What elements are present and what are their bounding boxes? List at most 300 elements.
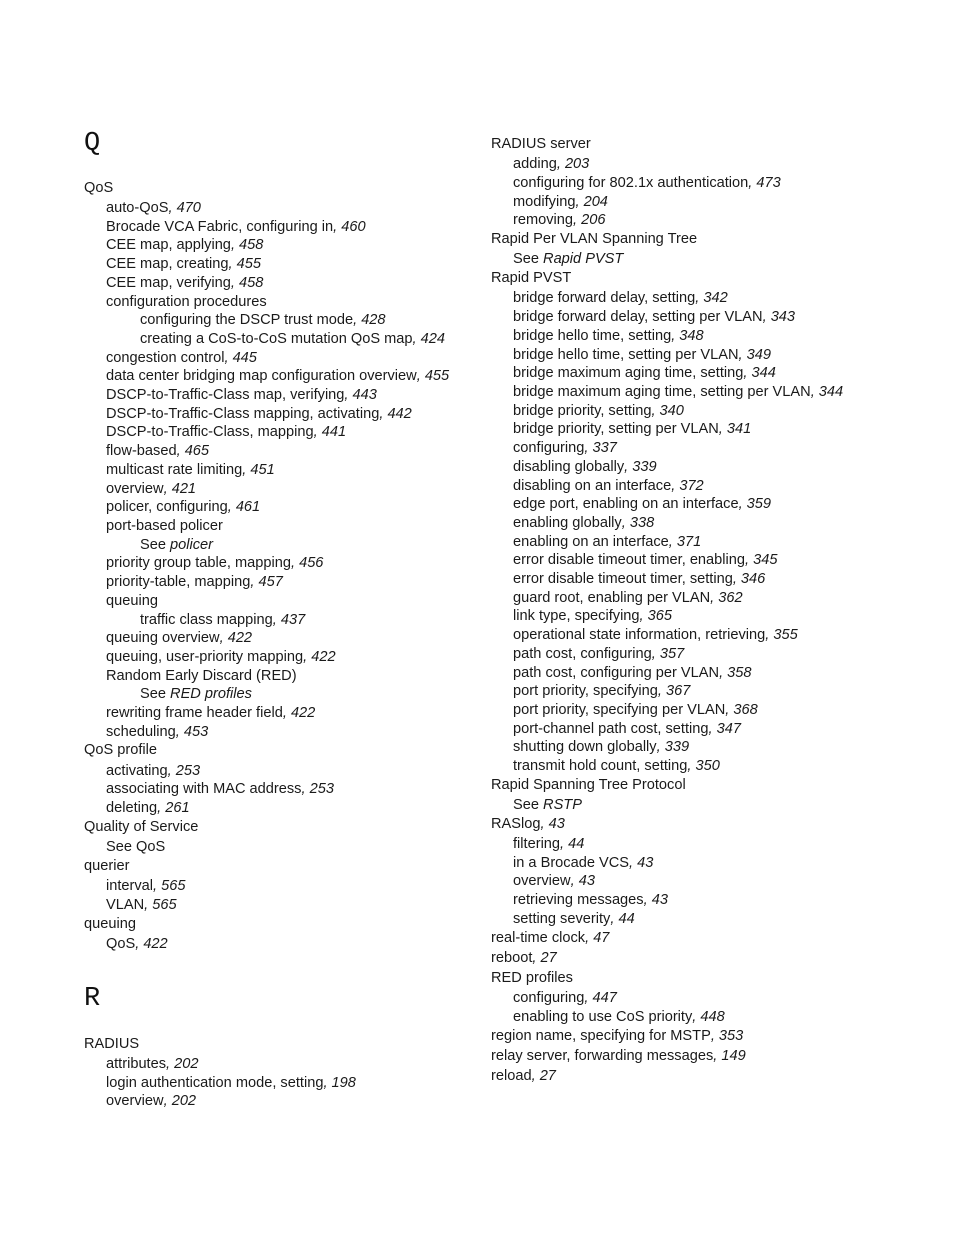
separator: , xyxy=(175,724,184,740)
separator: , xyxy=(532,950,541,966)
index-term: scheduling xyxy=(106,724,176,740)
see-reference: RSTP xyxy=(543,797,582,813)
separator: , xyxy=(738,496,747,512)
index-entry xyxy=(491,1027,743,1045)
index-term: enabling to use CoS priority xyxy=(513,1009,693,1025)
page-number: 27 xyxy=(540,950,557,966)
separator: , xyxy=(540,816,549,832)
index-term: QoS xyxy=(106,936,136,952)
page-number: 202 xyxy=(174,1056,199,1072)
index-entry xyxy=(106,667,297,685)
index-term: DSCP-to-Traffic-Class map, verifying xyxy=(106,387,345,403)
index-term: auto-QoS xyxy=(106,200,169,216)
separator: , xyxy=(584,440,593,456)
page-number: 421 xyxy=(171,481,197,497)
page-number: 422 xyxy=(290,705,316,721)
page-number: 448 xyxy=(700,1009,725,1025)
index-entry xyxy=(513,327,704,345)
index-term: RADIUS server xyxy=(491,136,591,152)
index-entry xyxy=(106,405,412,423)
index-term: bridge hello time, setting per VLAN xyxy=(513,347,739,363)
index-term: login authentication mode, setting xyxy=(106,1075,324,1091)
separator: , xyxy=(157,800,166,816)
page-number: 204 xyxy=(583,194,608,210)
separator: , xyxy=(624,459,633,475)
index-entry xyxy=(106,367,449,385)
index-term: QoS profile xyxy=(84,742,158,758)
index-entry xyxy=(513,420,751,438)
separator: , xyxy=(570,873,579,889)
separator: , xyxy=(167,763,176,779)
separator: , xyxy=(643,892,652,908)
index-term: Random Early Discard (RED) xyxy=(106,668,297,684)
separator: , xyxy=(163,481,172,497)
separator: , xyxy=(639,608,648,624)
index-term: disabling globally xyxy=(513,459,625,475)
separator: , xyxy=(166,1056,175,1072)
page-number: 347 xyxy=(716,721,741,737)
index-term: priority-table, mapping xyxy=(106,574,251,590)
separator: , xyxy=(313,424,322,440)
index-entry xyxy=(513,383,843,401)
index-term: error disable timeout timer, enabling xyxy=(513,552,745,568)
page-number: 422 xyxy=(311,649,336,665)
separator: , xyxy=(303,649,312,665)
index-term: reload xyxy=(491,1068,532,1084)
index-entry xyxy=(491,949,557,967)
index-term: configuring for 802.1x authentication xyxy=(513,175,749,191)
page-number: 261 xyxy=(165,800,190,816)
index-entry xyxy=(513,308,795,326)
index-term: DSCP-to-Traffic-Class mapping, activating xyxy=(106,406,380,422)
page-number: 470 xyxy=(176,200,201,216)
index-term: bridge maximum aging time, setting xyxy=(513,365,744,381)
separator: , xyxy=(810,384,819,400)
separator: , xyxy=(227,499,236,515)
index-entry xyxy=(140,536,213,554)
index-term: relay server, forwarding messages xyxy=(491,1048,714,1064)
page-number: 358 xyxy=(727,665,752,681)
page-number: 372 xyxy=(679,478,704,494)
index-term: enabling on an interface xyxy=(513,534,669,550)
page-number: 253 xyxy=(309,781,334,797)
index-term: bridge maximum aging time, setting per VLAN xyxy=(513,384,811,400)
index-entry xyxy=(106,423,346,441)
page-number: 445 xyxy=(232,350,257,366)
page-number: 339 xyxy=(664,739,690,755)
index-entry xyxy=(513,174,781,192)
page-number: 453 xyxy=(183,724,209,740)
page-number: 346 xyxy=(740,571,766,587)
separator: , xyxy=(585,930,594,946)
see-reference: Rapid PVST xyxy=(543,251,624,267)
index-term: reboot xyxy=(491,950,533,966)
page-number: 565 xyxy=(152,897,177,913)
separator: , xyxy=(671,478,680,494)
page-number: 367 xyxy=(666,683,691,699)
page-number: 456 xyxy=(299,555,324,571)
index-term: rewriting frame header field xyxy=(106,705,283,721)
index-term: bridge priority, setting per VLAN xyxy=(513,421,719,437)
index-entry xyxy=(106,554,323,572)
index-entry xyxy=(513,551,777,569)
index-entry xyxy=(513,289,728,307)
index-entry xyxy=(491,969,573,987)
index-entry xyxy=(106,780,334,798)
separator: , xyxy=(695,290,704,306)
index-term: port-based policer xyxy=(106,518,223,534)
index-term: interval xyxy=(106,878,154,894)
index-term: CEE map, applying xyxy=(106,237,231,253)
index-term: in a Brocade VCS xyxy=(513,855,630,871)
index-entry xyxy=(513,682,690,700)
page-number: 422 xyxy=(143,936,168,952)
separator: , xyxy=(656,739,665,755)
page-number: 443 xyxy=(352,387,377,403)
separator: , xyxy=(738,347,747,363)
index-entry xyxy=(513,757,720,775)
separator: , xyxy=(743,365,752,381)
separator: , xyxy=(708,721,717,737)
page-number: 198 xyxy=(331,1075,356,1091)
index-entry xyxy=(106,236,263,254)
separator: , xyxy=(224,350,233,366)
index-term: activating xyxy=(106,763,168,779)
index-entry xyxy=(106,1092,196,1110)
separator: , xyxy=(531,1068,540,1084)
separator: , xyxy=(651,403,660,419)
index-term: modifying xyxy=(513,194,576,210)
page-number: 422 xyxy=(227,630,253,646)
separator: , xyxy=(765,627,774,643)
index-entry xyxy=(513,514,654,532)
index-term: edge port, enabling on an interface xyxy=(513,496,739,512)
separator: , xyxy=(153,878,162,894)
separator: , xyxy=(687,758,696,774)
page-number: 345 xyxy=(753,552,778,568)
page-number: 341 xyxy=(726,421,752,437)
index-term: port priority, specifying xyxy=(513,683,658,699)
index-entry xyxy=(106,442,209,460)
see-label: See xyxy=(140,537,166,553)
see-reference: policer xyxy=(170,537,214,553)
index-term: Rapid Per VLAN Spanning Tree xyxy=(491,231,698,247)
index-term: bridge priority, setting xyxy=(513,403,652,419)
index-entry xyxy=(513,664,752,682)
separator: , xyxy=(242,462,251,478)
index-entry xyxy=(84,1035,139,1053)
page-number: 348 xyxy=(679,328,704,344)
page-number: 203 xyxy=(564,156,590,172)
index-entry xyxy=(84,818,198,836)
separator: , xyxy=(176,443,185,459)
index-term: filtering xyxy=(513,836,561,852)
separator: , xyxy=(621,515,630,531)
index-term: queuing xyxy=(84,916,136,932)
separator: , xyxy=(301,781,310,797)
index-term: VLAN xyxy=(106,897,145,913)
index-entry xyxy=(491,815,565,833)
index-term: configuring xyxy=(513,440,585,456)
page-number: 43 xyxy=(637,855,654,871)
index-term: multicast rate limiting xyxy=(106,462,243,478)
separator: , xyxy=(168,200,177,216)
separator: , xyxy=(290,555,300,571)
index-term: CEE map, verifying xyxy=(106,275,231,291)
index-term: disabling on an interface xyxy=(513,478,672,494)
separator: , xyxy=(692,1009,701,1025)
index-term: port-channel path cost, setting xyxy=(513,721,709,737)
page-number: 461 xyxy=(235,499,261,515)
index-term: overview xyxy=(106,481,164,497)
page-number: 460 xyxy=(341,219,366,235)
separator: , xyxy=(230,237,240,253)
index-term: priority group table, mapping xyxy=(106,555,291,571)
index-entry xyxy=(513,402,684,420)
separator: , xyxy=(725,702,734,718)
index-entry xyxy=(106,255,261,273)
page-number: 339 xyxy=(632,459,657,475)
index-entry xyxy=(491,776,686,794)
page-number: 47 xyxy=(593,930,610,946)
index-entry xyxy=(106,629,252,647)
separator: , xyxy=(762,309,771,325)
index-term: adding xyxy=(513,156,557,172)
index-entry xyxy=(106,480,196,498)
page-number: 451 xyxy=(250,462,275,478)
index-entry xyxy=(106,838,165,856)
index-entry xyxy=(106,704,315,722)
page-number: 371 xyxy=(676,534,702,550)
index-entry xyxy=(106,517,223,535)
index-term: setting severity xyxy=(513,911,611,927)
index-entry xyxy=(491,929,609,947)
page-number: 149 xyxy=(721,1048,746,1064)
page-number: 458 xyxy=(239,275,264,291)
index-entry xyxy=(513,607,672,625)
separator: , xyxy=(416,368,425,384)
index-entry xyxy=(513,645,684,663)
page-number: 442 xyxy=(387,406,412,422)
see-label: See xyxy=(513,797,539,813)
page-number: 362 xyxy=(718,590,743,606)
separator: , xyxy=(668,534,677,550)
page-number: 44 xyxy=(618,911,635,927)
index-entry xyxy=(106,935,168,953)
index-entry xyxy=(106,1074,356,1092)
index-entry xyxy=(140,611,305,629)
index-term: creating a CoS-to-CoS mutation QoS map xyxy=(140,331,413,347)
index-term: bridge forward delay, setting xyxy=(513,290,696,306)
index-term: DSCP-to-Traffic-Class, mapping xyxy=(106,424,314,440)
page-number: 457 xyxy=(258,574,283,590)
index-term: CEE map, creating xyxy=(106,256,229,272)
index-entry xyxy=(106,386,377,404)
index-term: queuing xyxy=(106,593,158,609)
index-term: See QoS xyxy=(106,839,166,855)
index-term: removing xyxy=(513,212,574,228)
separator: , xyxy=(629,855,638,871)
page-number: 359 xyxy=(746,496,772,512)
index-entry xyxy=(513,738,689,756)
index-entry xyxy=(106,1055,199,1073)
index-term: Rapid PVST xyxy=(491,270,572,286)
index-term: associating with MAC address xyxy=(106,781,302,797)
index-term: bridge forward delay, setting per VLAN xyxy=(513,309,763,325)
page-number: 428 xyxy=(361,312,386,328)
page-number: 337 xyxy=(592,440,617,456)
index-term: shutting down globally xyxy=(513,739,657,755)
separator: , xyxy=(657,683,667,699)
separator: , xyxy=(412,331,421,347)
separator: , xyxy=(135,936,144,952)
separator: , xyxy=(144,897,153,913)
separator: , xyxy=(584,990,593,1006)
index-term: QoS xyxy=(84,180,114,196)
see-label: See xyxy=(513,251,539,267)
page-number: 343 xyxy=(770,309,796,325)
index-entry xyxy=(106,461,275,479)
separator: , xyxy=(713,1048,722,1064)
index-entry xyxy=(106,723,208,741)
page-number: 455 xyxy=(424,368,450,384)
index-term: operational state information, retrieving xyxy=(513,627,766,643)
index-term: congestion control xyxy=(106,350,225,366)
index-term: enabling globally xyxy=(513,515,622,531)
index-entry xyxy=(491,1067,556,1085)
index-entry xyxy=(140,685,252,703)
index-entry xyxy=(84,741,157,759)
index-entry xyxy=(513,458,657,476)
index-entry xyxy=(106,199,201,217)
separator: , xyxy=(379,406,388,422)
separator: , xyxy=(732,571,741,587)
index-entry xyxy=(513,346,771,364)
index-entry xyxy=(106,762,200,780)
see-label: See xyxy=(140,686,166,702)
index-entry xyxy=(106,592,158,610)
separator: , xyxy=(219,630,228,646)
index-term: RASlog xyxy=(491,816,541,832)
index-term: link type, specifying xyxy=(513,608,640,624)
index-term: policer, configuring xyxy=(106,499,228,515)
index-term: traffic class mapping xyxy=(140,612,273,628)
separator: , xyxy=(718,421,727,437)
separator: , xyxy=(575,194,584,210)
page-number: 344 xyxy=(751,365,776,381)
page-number: 349 xyxy=(746,347,771,363)
index-entry xyxy=(106,573,283,591)
separator: , xyxy=(272,612,281,628)
index-entry xyxy=(106,648,336,666)
index-entry xyxy=(106,896,177,914)
index-term: queuing overview xyxy=(106,630,220,646)
index-entry xyxy=(140,311,386,329)
separator: , xyxy=(651,646,660,662)
index-term: region name, specifying for MSTP xyxy=(491,1028,711,1044)
separator: , xyxy=(333,219,342,235)
page-number: 437 xyxy=(280,612,306,628)
index-entry xyxy=(513,250,623,268)
index-entry xyxy=(513,589,743,607)
index-entry xyxy=(513,1008,725,1026)
index-term: port priority, specifying per VLAN xyxy=(513,702,726,718)
separator: , xyxy=(228,256,237,272)
index-entry xyxy=(513,626,798,644)
index-entry xyxy=(106,349,257,367)
separator: , xyxy=(719,665,728,681)
index-term: RADIUS xyxy=(84,1036,140,1052)
index-term: queuing, user-priority mapping xyxy=(106,649,304,665)
index-entry xyxy=(513,835,584,853)
index-term: transmit hold count, setting xyxy=(513,758,688,774)
index-entry xyxy=(513,439,617,457)
index-entry xyxy=(513,701,758,719)
index-term: Quality of Service xyxy=(84,819,199,835)
page-number: 206 xyxy=(581,212,606,228)
index-entry xyxy=(513,720,741,738)
index-term: Rapid Spanning Tree Protocol xyxy=(491,777,686,793)
section-letter-r: R xyxy=(84,984,101,1014)
index-term: configuring the DSCP trust mode xyxy=(140,312,354,328)
index-entry xyxy=(513,910,635,928)
page-number: 27 xyxy=(539,1068,556,1084)
separator: , xyxy=(748,175,757,191)
index-entry xyxy=(513,891,668,909)
index-term: overview xyxy=(513,873,571,889)
page-number: 458 xyxy=(239,237,264,253)
page-number: 202 xyxy=(171,1093,197,1109)
section-letter-q: Q xyxy=(84,129,101,159)
index-entry xyxy=(513,989,617,1007)
separator: , xyxy=(610,911,619,927)
index-term: deleting xyxy=(106,800,158,816)
index-term: retrieving messages xyxy=(513,892,644,908)
separator: , xyxy=(745,552,754,568)
separator: , xyxy=(710,590,719,606)
index-term: overview xyxy=(106,1093,164,1109)
page-number: 43 xyxy=(651,892,668,908)
page-number: 473 xyxy=(756,175,781,191)
index-entry xyxy=(513,872,595,890)
index-entry xyxy=(491,1047,746,1065)
separator: , xyxy=(560,836,569,852)
index-term: guard root, enabling per VLAN xyxy=(513,590,711,606)
index-entry xyxy=(106,293,267,311)
index-term: path cost, configuring per VLAN xyxy=(513,665,720,681)
index-term: Brocade VCA Fabric, configuring in xyxy=(106,219,334,235)
page-number: 357 xyxy=(659,646,685,662)
page-number: 340 xyxy=(659,403,684,419)
page-number: 368 xyxy=(733,702,758,718)
separator: , xyxy=(353,312,362,328)
index-term: querier xyxy=(84,858,130,874)
index-term: configuring xyxy=(513,990,585,1006)
separator: , xyxy=(671,328,680,344)
page-number: 253 xyxy=(175,763,201,779)
index-entry xyxy=(513,533,701,551)
index-entry xyxy=(513,155,589,173)
page-number: 342 xyxy=(703,290,728,306)
page-number: 424 xyxy=(420,331,446,347)
index-entry xyxy=(513,193,608,211)
index-entry xyxy=(491,269,571,287)
index-term: flow-based xyxy=(106,443,177,459)
index-term: real-time clock xyxy=(491,930,586,946)
page-number: 447 xyxy=(592,990,617,1006)
index-entry xyxy=(106,877,186,895)
separator: , xyxy=(573,212,582,228)
